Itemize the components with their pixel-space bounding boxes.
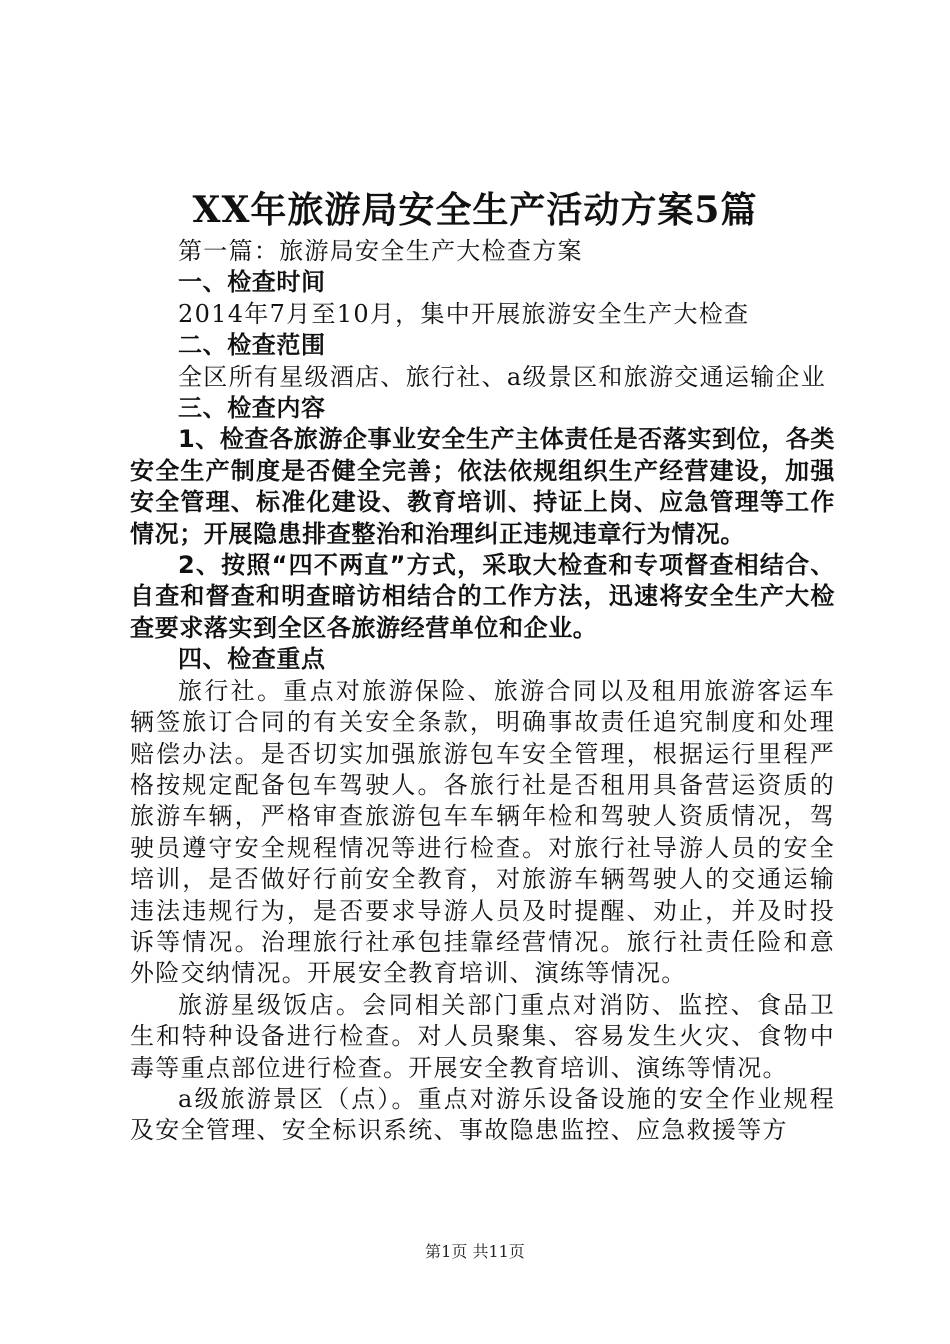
section-heading: 第一篇：旅游局安全生产大检查方案 xyxy=(178,237,583,265)
paragraph: 旅游星级饭店。会同相关部门重点对消防、监控、食品卫生和特种设备进行检查。对人员聚集、容易发生火灾、食物中毒等重点部位进行检查。开展安全教育培训、演练等情况。 xyxy=(130,990,835,1082)
section-heading: 二、检查范围 xyxy=(178,331,326,360)
paragraph: 2014年7月至10月，集中开展旅游安全生产大检查 xyxy=(178,299,750,328)
document-body xyxy=(130,236,835,1147)
paragraph: 全区所有星级酒店、旅行社、a级景区和旅游交通运输企业 xyxy=(178,362,827,391)
paragraph: a级旅游景区（点）。重点对游乐设备设施的安全作业规程及安全管理、安全标识系统、事故隐患监控、应急救援等方 xyxy=(130,1084,835,1145)
section-heading: 一、检查时间 xyxy=(178,268,326,297)
section-heading: 三、检查内容 xyxy=(178,394,326,423)
paragraph: 旅行社。重点对旅游保险、旅游合同以及租用旅游客运车辆签旅订合同的有关安全条款，明确事故责任追究制度和处理赔偿办法。是否切实加强旅游包车安全管理，根据运行里程严格按规定配备包车驾驶人。各旅行社是否租用具备营运资质的旅游车辆，严格审查旅游包车车辆年检和驾驶人资质情况，驾驶员遵守安全规程情况等进行检查。对旅行社导游人员的安全培训，是否做好行前安全教育，对旅游车辆驾驶人的交通运输违法违规行为，是否要求导游人员及时提醒、劝止，并及时投诉等情况。治理旅行社承包挂靠经营情况。旅行社责任险和意外险交纳情况。开展安全教育培训、演练等情况。 xyxy=(130,676,835,988)
page-footer: 第1页 共11页 xyxy=(425,1242,525,1261)
paragraph: 2、按照“四不两直”方式，采取大检查和专项督查相结合、自查和督查和明查暗访相结合的工作方法，迅速将安全生产大检查要求落实到全区各旅游经营单位和企业。 xyxy=(130,551,835,642)
paragraph: 1、检查各旅游企事业安全生产主体责任是否落实到位，各类安全生产制度是否健全完善；依法依规组织生产经营建设，加强安全管理、标准化建设、教育培训、持证上岗、应急管理等工作情况；开展隐患排查整治和治理纠正违规违章行为情况。 xyxy=(130,425,835,548)
section-heading: 四、检查重点 xyxy=(178,645,326,674)
document-title: XX年旅游局安全生产活动方案5篇 xyxy=(192,189,758,231)
